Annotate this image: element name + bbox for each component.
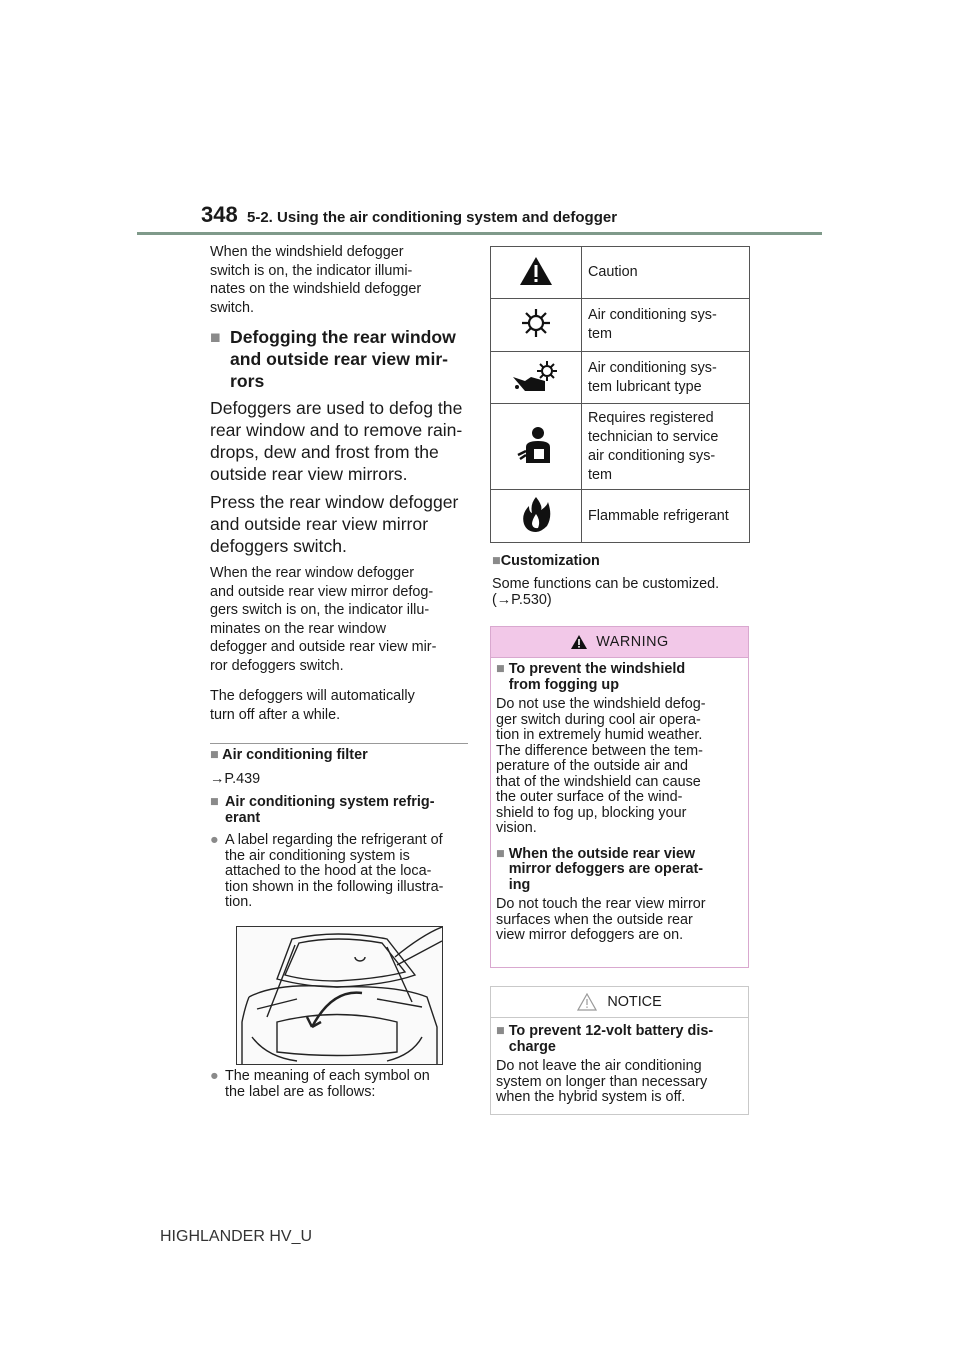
notice-title: NOTICE (607, 994, 662, 1010)
square-bullet-icon: ■ (496, 845, 505, 862)
square-bullet-icon: ■ (210, 327, 221, 347)
filter-heading: ■ Air conditioning filter (210, 747, 368, 763)
symbol-row: Caution (491, 247, 750, 299)
square-bullet-icon: ■ (496, 661, 505, 677)
page-number: 348 (201, 202, 238, 227)
hood-illustration (236, 926, 443, 1065)
symbol-row: Air conditioning sys- tem lubricant type (491, 352, 750, 404)
customization-text: Some functions can be customized. (→P.530) (492, 576, 720, 608)
filter-page-ref[interactable]: →P.439 (210, 771, 261, 787)
notice-subheading: ■ To prevent 12-volt battery dis- charge (496, 1023, 714, 1055)
refrigerant-heading: ■ Air conditioning system refrig- erant (210, 794, 435, 826)
auto-off-note: The defoggers will automatically turn off after a while. (210, 688, 415, 723)
section-divider (210, 743, 468, 744)
symbol-row: Flammable refrigerant (491, 490, 750, 543)
square-bullet-icon: ■ (496, 1023, 505, 1039)
symbol-table (490, 246, 750, 543)
warning-triangle-icon (570, 634, 588, 650)
warning-box (490, 626, 749, 968)
technician-icon (491, 404, 582, 490)
footer-model: HIGHLANDER HV_U (160, 1228, 313, 1245)
customization-heading: ■Customization (492, 553, 600, 569)
indicator-note: When the rear window defogger and outside rear view mirror defog- gers switch is on, the indicator illu- minates on the rear window defogger and outside rear view mir- ror defoggers switch. (210, 565, 437, 674)
defog-paragraph: Defoggers are used to defog the rear window and to remove rain- drops, dew and frost from the outside rear view mirrors. (210, 398, 463, 484)
symbol-row: Air conditioning sys- tem (491, 299, 750, 352)
square-bullet-icon: ■ (492, 553, 501, 569)
symbol-row: Requires registered technician to service air conditioning sys- tem (491, 404, 750, 490)
defog-heading: ■ Defogging the rear window and outside rear view mir- rors (210, 327, 456, 391)
square-bullet-icon: ■ (210, 747, 219, 763)
warning-text: Do not use the windshield defog- ger switch during cool air opera- tion in extremely humid weather. The difference between the tem- perature of the outside air and that of the windshield can cause the outer surface of the wind- shield to fog up, blocking your vision. (496, 696, 706, 836)
flame-icon (491, 490, 582, 543)
arrow-icon: → (210, 771, 225, 787)
notice-triangle-icon (577, 993, 597, 1011)
intro-text: When the windshield defogger switch is on, the indicator illumi- nates on the windshield defogger switch. (210, 244, 422, 316)
caution-triangle-icon (491, 247, 582, 299)
circle-bullet-icon: ● (210, 1068, 219, 1084)
switch-paragraph: Press the rear window defogger and outside rear view mirror defoggers switch. (210, 492, 459, 556)
notice-header (491, 987, 748, 1018)
notice-box (490, 986, 749, 1115)
warning-text: Do not touch the rear view mirror surfaces when the outside rear view mirror defoggers are on. (496, 896, 706, 943)
oil-can-snowflake-icon (491, 352, 582, 404)
snowflake-icon (491, 299, 582, 352)
warning-header (491, 627, 748, 658)
label-location-bullet: ● A label regarding the refrigerant of the air conditioning system is attached to the hood at the loca- tion shown in the following illustra- tion. (210, 832, 444, 910)
square-bullet-icon: ■ (210, 794, 219, 810)
circle-bullet-icon: ● (210, 832, 219, 848)
customization-page-ref[interactable]: (→P.530) (492, 592, 552, 608)
header-rule (137, 232, 822, 235)
warning-title: WARNING (596, 634, 669, 650)
symbol-meaning-bullet: ● The meaning of each symbol on the label are as follows: (210, 1068, 430, 1100)
notice-text: Do not leave the air conditioning system on longer than necessary when the hybrid system is off. (496, 1058, 708, 1105)
warning-subheading: ■ To prevent the windshield from fogging up (496, 661, 686, 693)
section-title: 5-2. Using the air conditioning system and defogger (247, 209, 618, 226)
warning-subheading: ■ When the outside rear view mirror defoggers are operat- ing (496, 845, 704, 893)
